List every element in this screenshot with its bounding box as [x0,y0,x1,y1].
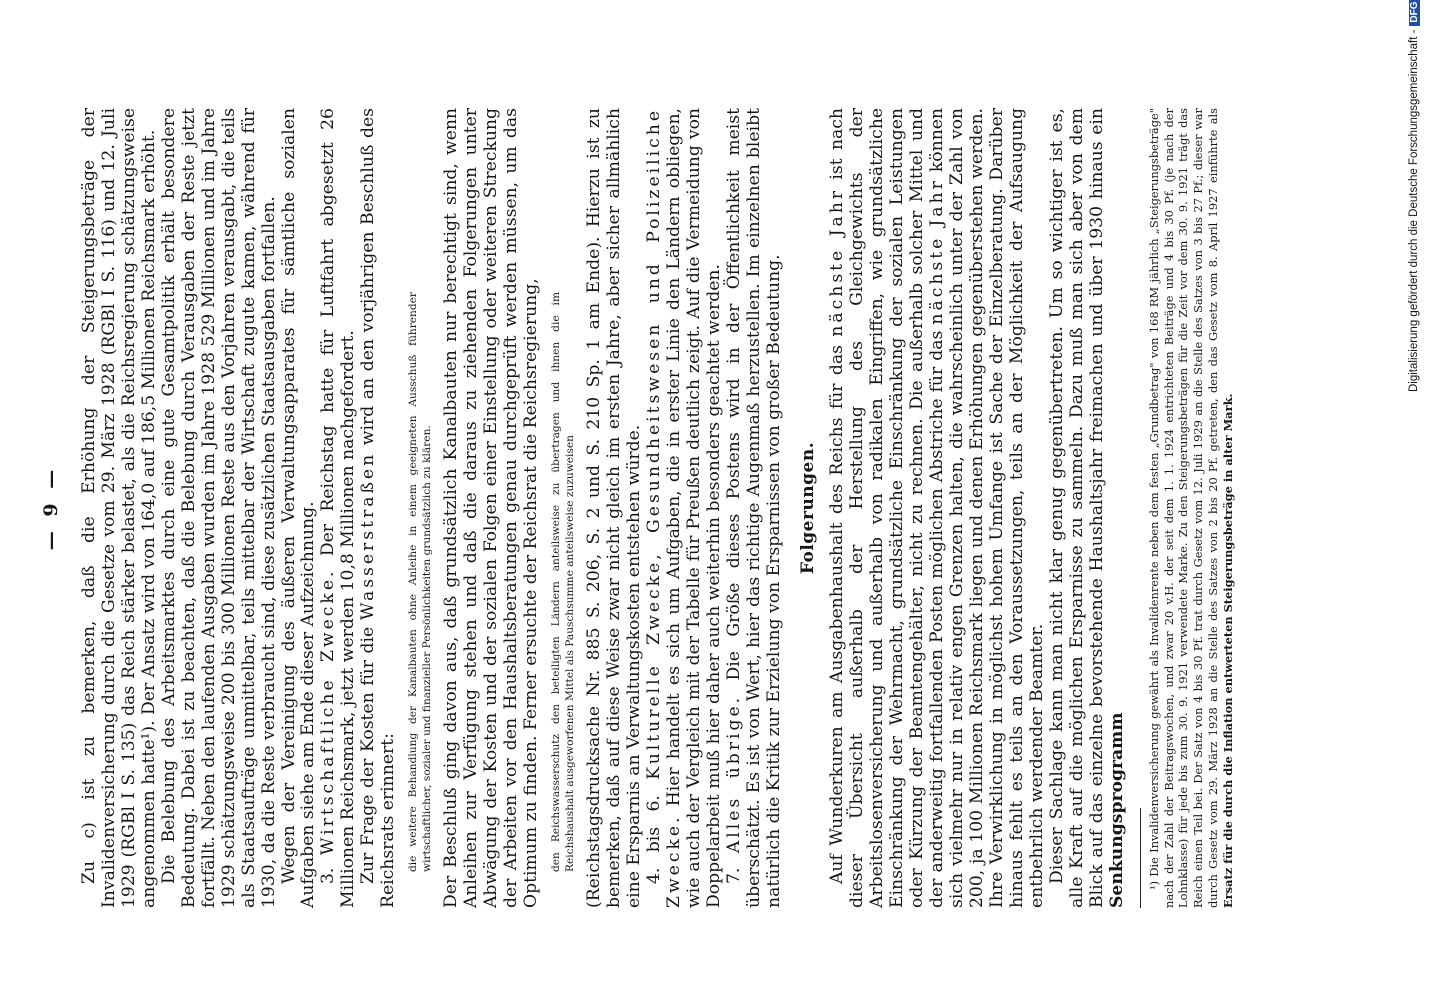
paragraph-kulturelle-zwecke [645,108,725,908]
paragraph-text: Hier handelt es sich um Aufgaben, die in erster Linie den Ländern obliegen, wie auch der Vergleich mit der Tabelle für Preußen deutlich zeigt. Auf die Vermeidung von Doppelarbeit muß hier daher auch weiterhin besonders geachtet werden. [664,108,724,908]
paragraph-text: wird an den vorjährigen Beschluß des Reichsrats erinnert: [358,107,399,908]
paragraph-text: Zur Frage der Kosten für die [358,626,379,884]
paragraph-folgerungen [828,108,1047,908]
footnote-bold-text: Ersatz für die durch die Inflation entwerteten Steigerungsbeträge in alter Mark. [1220,393,1235,908]
quoted-resolution: die weitere Behandlung der Kanalbauten ohne Anleihe in einem geeigneten Ausschuß führender wirtschaftlicher, sozialer und finanzieller Persönlichkeiten grundsätzlich zu klären. [407,292,433,872]
spaced-heading: Kulturelle Zwecke, Gesundheitswesen und Polizeiliche Zwecke. [644,107,685,908]
spaced-term: Wasserstraßen [358,451,379,621]
section-heading: Folgerungen. [797,441,818,575]
spaced-heading: Alles übrige. [723,694,744,854]
paragraph: (Reichstagsdrucksache Nr. 885 S. 206, S. 2 und S. 210 Sp. 1 am Ende). Hierzu ist zu bemerken, daß auf diese Weise zwar nicht gleich im ersten Jahre, aber sicher allmählich eine Ersparnis an Verwaltungskosten entstehen würde. [584,108,645,908]
paragraph: Der Beschluß ging davon aus, daß grundsätzlich Kanalbauten nur berechtigt sind, wenn Anleihen zur Verfügung stehen und daß die daraus zu ziehenden Folgerungen unter Abwägung der Kosten und der sozialen Folgen einer Einstellung oder weiteren Streckung der Arbeiten vor den Haushaltsberatungen genau durchgeprüft werden müssen, um das Optimum zu finden. Ferner ersuchte der Reichsrat die Reichsregierung, [441,108,542,908]
paragraph: Wegen der Vereinigung des äußeren Verwaltungsapparates für sämtliche sozialen Aufgaben siehe am Ende dieser Aufzeichnung. [278,108,319,908]
item-number: 7. [723,867,744,884]
page-body [80,108,1236,908]
credit-text: Digitalisierung gefördert durch die Deutsche Forschungsgemeinschaft - [1408,29,1420,392]
dfg-logo: DFG [1409,0,1420,26]
paragraph-wasserstrassen [359,108,399,908]
footnote-divider [1140,808,1141,908]
paragraph-text: ist nach dieser Übersicht außerhalb der Herstellung des Gleichgewichts der Arbeitslosenversicherung und außerhalb von radikalen Eingriffen, wie grundsätzliche Einschränkung der Wehrmacht, grundsätzliche Einschränkung der sozialen Leistungen oder Kürzung der Beamtengehälter, nicht zu rechnen. Die außerhalb solcher Mittel und der anderweitig fortfallenden Posten möglichen Abstriche für das [827,108,948,908]
page-number: — 9 — [40,465,62,551]
footnote-text: ¹) Die Invalidenversicherung gewährt als Invalidenrente neben dem festen „Grundbetrag" von 168 RM jährlich „Steigerungsbeträge" nach der Zahl der Beitragswochen, und zwar 20 v.H. der seit dem 1. 1. 1924 entrichteten Beiträge und 4 bis 30 Pf. (je nach der Lohnklasse) für jede bis zum 30. 9. 1921 verwendete Marke. Zu den Steigerungsbeträgen für die Zeit vor dem 30. 9. 1921 trägt das Reich einen Teil bei. Der Satz von 4 bis 30 Pf. trat durch Gesetz vom 12. Juli 1929 an die Stelle des Satzes von 3 bis 27 Pf.; dieser war durch Gesetz vom 29. März 1928 an die Stelle des Satzes von 2 bis 20 Pf. getreten, den das Gesetz vom 8. April 1927 einführte als [1146,108,1221,908]
paragraph-alles-uebrige [725,108,785,908]
paragraph-text: können sich vielmehr nur in relativ engen Grenzen halten, die wahrscheinlich unter der Zahl von 200, ja 100 Millionen Reichsmark liegen und denen Erhöhungen gegenüberstehen werden. Ihre Verwirklichung in möglichst hohem Umfange ist Sache der Einzelberatung. Darüber hinaus fehlt es teils an den Voraussetzungen, teils an der Möglichkeit der Aufsaugung entbehrlich werdender Beamter. [927,107,1047,908]
paragraph-text: Auf Wunderkuren am Ausgabenhaushalt des Reichs für das [827,345,848,884]
digitization-credit [1404,0,1434,1000]
spaced-heading: Wirtschaftliche Zwecke. [318,568,339,856]
paragraph-senkungsprogramm [1048,108,1128,908]
paragraph-wirtschaftliche-zwecke [319,108,359,908]
paragraph-text: Die Größe dieses Postens wird in der Öffentlichkeit meist überschätzt. Es ist von Wert, hier das richtige Augenmaß herzustellen. Im einzelnen bleibt natürlich die Kritik zur Erzielung von Ersparnissen von großer Bedeutung. [723,107,784,908]
paragraph: Die Belebung des Arbeitsmarktes durch eine gute Gesamtpolitik erhält besondere Bedeutung. Dabei ist zu beachten, daß die Belebung durch Verausgaben der Reste jetzt fortfällt. Neben den laufenden Ausgaben wurden im Jahre 1928 529 Millionen und im Jahre 1929 schätzungsweise 200 bis 300 Millionen Reste aus den Vorjahren verausgabt, die teils als Staatsaufträge unmittelbar, teils mittelbar der Wirtschaft zugute kamen, während für 1930, da die Reste verbraucht sind, diese zusätzlichen Staatsausgaben fortfallen. [158,108,279,908]
quoted-resolution: den Reichswasserschutz den beteiligten Ländern anteilsweise zu übertragen und ihnen die im Reichshaushalt ausgeworfenen Mittel als Pauschsumme anteilsweise zuzuweisen [550,292,576,872]
paragraph: Zu c) ist zu bemerken, daß die Erhöhung der Steigerungsbeträge der Invalidenversicherung durch die Gesetze vom 29. März 1928 (RGBl I S. 116) und 12. Juli 1929 (RGBl I S. 135) das Reich stärker belastet, als die Reichsregierung schätzungsweise angenommen hatte¹). Der Ansatz wird von 164,0 auf 186,5 Millionen Reichsmark erhöht. [79,108,159,908]
item-number: 3. [318,867,339,884]
item-number: 4. bis 6. [644,795,665,884]
spaced-term: nächste Jahr [927,178,948,325]
footnote [1147,108,1236,908]
paragraph-text: Dieser Sachlage kann man nicht klar genug gegenübertreten. Um so wichtiger ist es, alle Kraft auf die möglichen Ersparnisse zu sammeln. Dazu muß man sich aber von dem Blick auf das einzelne bevorstehende Haushaltsjahr freimachen und über 1930 hinaus ein [1046,108,1107,908]
bold-term: Senkungsprogramm [1106,712,1127,908]
paragraph-text: Der Reichstag hatte für Luftfahrt abgesetzt 26 Millionen Reichsmark, jetzt werden 10,8 Millionen nachgefordert. [318,108,359,908]
spaced-term: nächste Jahr [827,187,848,337]
